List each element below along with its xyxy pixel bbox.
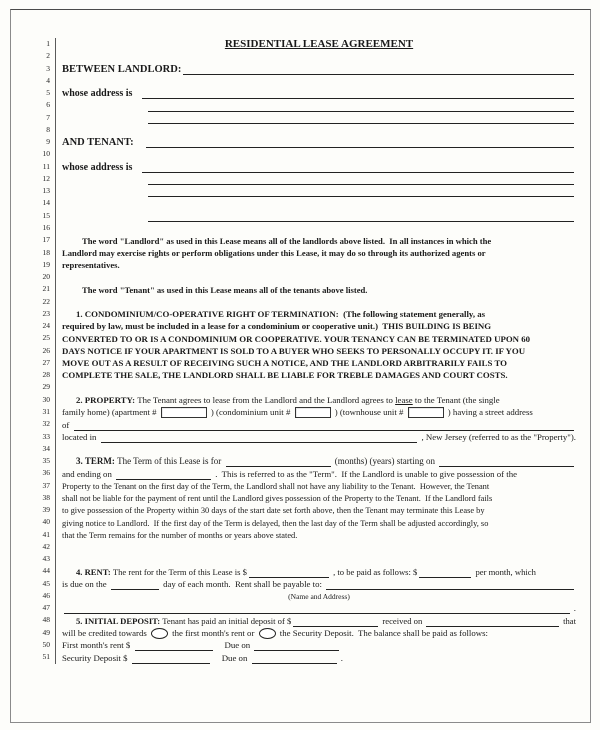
line-text: Landlord may exercise rights or perform obligations under this Lease, it may do so through its authorized agents or xyxy=(62,247,486,258)
line-text: is due on the xyxy=(62,578,109,589)
line-number: 31 xyxy=(28,406,56,418)
line-text: received on xyxy=(380,615,425,626)
line-number: 30 xyxy=(28,394,56,406)
line-content xyxy=(56,320,576,332)
line-content xyxy=(56,210,576,222)
line-text: family home) (apartment # xyxy=(62,407,159,418)
line-text: The rent for the Term of this Lease is $ xyxy=(112,566,247,577)
line-text: Due on xyxy=(224,640,253,651)
line-content xyxy=(56,529,576,541)
line-number: 4 xyxy=(28,75,56,87)
line-text: the Security Deposit. The balance shall be paid as follows: xyxy=(277,628,488,639)
line-text: . xyxy=(338,652,343,663)
line-number: 20 xyxy=(28,271,56,283)
line-number: 28 xyxy=(28,369,56,381)
monthly-rent-blank[interactable] xyxy=(419,568,471,578)
line-content xyxy=(56,283,576,295)
line-content xyxy=(56,516,576,528)
line-number: 39 xyxy=(28,504,56,516)
line-content xyxy=(56,443,576,455)
landlord-address-blank-3[interactable] xyxy=(148,114,574,124)
line-number: 12 xyxy=(28,173,56,185)
tenant-address-blank-3[interactable] xyxy=(148,187,574,197)
document-line xyxy=(28,197,576,209)
document-line xyxy=(28,50,576,62)
line-content xyxy=(56,639,576,651)
document-line xyxy=(28,296,576,308)
first-month-due-date-blank[interactable] xyxy=(254,641,339,651)
line-content xyxy=(56,75,576,87)
line-text: required by law, must be included in a lease for a condominium or cooperative unit.) THIS BUILDING IS BEING xyxy=(62,321,492,332)
document-line xyxy=(28,455,576,467)
document-line xyxy=(28,112,576,124)
line-text: to give possession of the Property within 30 days of the start date set forth above, then the Tenant may terminate this Lease by xyxy=(62,506,485,516)
document-line xyxy=(28,394,576,406)
line-number: 45 xyxy=(28,578,56,590)
line-content xyxy=(56,541,576,553)
line-number: 34 xyxy=(28,443,56,455)
radio-security-deposit[interactable] xyxy=(259,628,276,639)
line-text: Tenant has paid an initial deposit of $ xyxy=(162,615,292,626)
line-number: 3 xyxy=(28,63,56,75)
document-line xyxy=(28,222,576,234)
security-deposit-amount-blank[interactable] xyxy=(132,654,210,664)
line-text: Due on xyxy=(221,652,250,663)
document-line xyxy=(28,467,576,479)
deposit-received-date-blank[interactable] xyxy=(426,617,559,627)
landlord-name-blank[interactable] xyxy=(183,65,574,75)
line-number: 50 xyxy=(28,639,56,651)
line-content xyxy=(56,553,576,565)
document-line xyxy=(28,75,576,87)
line-text: shall not be liable for the payment of rent until the Landlord gives possession of the Property to the Tenant. If the Landlord fails xyxy=(62,494,493,504)
line-content xyxy=(56,345,576,357)
line-text: representatives. xyxy=(62,260,120,271)
document-line xyxy=(28,381,576,393)
line-text: 1. CONDOMINIUM/CO-OPERATIVE RIGHT OF TERMINATION: (The following statement generally, as xyxy=(76,309,486,320)
line-text: Property to the Tenant on the first day of the Term, the Landlord shall not have any liability to the Tenant. However, the Tenant xyxy=(62,481,490,491)
document-body xyxy=(28,38,576,664)
document-line xyxy=(28,431,576,443)
line-number: 7 xyxy=(28,112,56,124)
tenant-address-blank-1[interactable] xyxy=(142,163,574,173)
line-content xyxy=(56,357,576,369)
document-line xyxy=(28,639,576,651)
initial-deposit-blank[interactable] xyxy=(293,617,378,627)
line-text: . This is referred to as the "Term". If the Landlord is unable to give possession of the xyxy=(213,468,518,479)
line-text: (Name and Address) xyxy=(288,592,350,602)
line-text: lease xyxy=(395,394,413,405)
line-number: 8 xyxy=(28,124,56,136)
line-number: 11 xyxy=(28,161,56,173)
line-content xyxy=(56,185,576,197)
document-line xyxy=(28,516,576,528)
document-line xyxy=(28,529,576,541)
line-text: The word "Landlord" as used in this Lease means all of the landlords above listed. In all instances in which the xyxy=(82,235,492,246)
document-line xyxy=(28,590,576,602)
line-content xyxy=(56,602,576,614)
line-number: 9 xyxy=(28,136,56,148)
line-text: per month, which xyxy=(473,566,536,577)
line-content xyxy=(56,259,576,271)
line-content xyxy=(56,50,576,62)
line-number: 26 xyxy=(28,345,56,357)
line-content xyxy=(56,308,576,320)
line-text: BETWEEN LANDLORD: xyxy=(62,63,182,75)
document-line xyxy=(28,87,576,99)
line-number: 2 xyxy=(28,50,56,62)
line-text: (months) (years) starting on xyxy=(332,456,438,467)
document-line xyxy=(28,136,576,148)
term-length-blank[interactable] xyxy=(226,457,331,467)
first-month-rent-amount-blank[interactable] xyxy=(135,641,213,651)
line-content xyxy=(56,406,576,418)
document-line xyxy=(28,565,576,577)
line-text: 5. INITIAL DEPOSIT: xyxy=(76,615,163,626)
document-line xyxy=(28,271,576,283)
line-number: 29 xyxy=(28,381,56,393)
line-number: 43 xyxy=(28,553,56,565)
line-number: 6 xyxy=(28,99,56,111)
line-number: 49 xyxy=(28,627,56,639)
line-text: The Term of this Lease is for xyxy=(117,456,224,467)
line-number: 17 xyxy=(28,234,56,246)
line-number: 14 xyxy=(28,197,56,209)
line-text: ) having a street address xyxy=(445,407,533,418)
line-text: DAYS NOTICE IF YOUR APARTMENT IS SOLD TO A BUYER WHO SEEKS TO PERSONALLY OCCUPY IT. IF YOU xyxy=(62,345,526,356)
document-line xyxy=(28,161,576,173)
line-content xyxy=(56,99,576,111)
document-line xyxy=(28,651,576,663)
line-number: 27 xyxy=(28,357,56,369)
line-number: 15 xyxy=(28,210,56,222)
document-line xyxy=(28,406,576,418)
document-line xyxy=(28,173,576,185)
line-content xyxy=(56,63,576,75)
line-content xyxy=(56,627,576,639)
line-content xyxy=(56,197,576,209)
line-text: COMPLETE THE SALE, THE LANDLORD SHALL BE LIABLE FOR TREBLE DAMAGES AND COURT COSTS. xyxy=(62,370,508,381)
document-line xyxy=(28,345,576,357)
document-line xyxy=(28,627,576,639)
line-content xyxy=(56,467,576,479)
document-line xyxy=(28,602,576,614)
line-text: , New Jersey (referred to as the "Property"). xyxy=(419,431,576,442)
document-line xyxy=(28,369,576,381)
line-content xyxy=(56,394,576,406)
line-content xyxy=(56,369,576,381)
line-text: to the Tenant (the single xyxy=(412,394,500,405)
line-content xyxy=(56,492,576,504)
payable-address-blank[interactable] xyxy=(64,604,570,614)
line-content xyxy=(56,87,576,99)
total-rent-blank[interactable] xyxy=(249,568,329,578)
line-number: 1 xyxy=(28,38,56,50)
document-line xyxy=(28,259,576,271)
line-content xyxy=(56,565,576,577)
line-number: 24 xyxy=(28,320,56,332)
document-line xyxy=(28,308,576,320)
apartment-number-box[interactable] xyxy=(161,407,207,418)
line-text: MOVE OUT AS A RESULT OF RECEIVING SUCH A NOTICE, AND THE LANDLORD ARBITRARILY FAILS TO xyxy=(62,358,508,369)
line-number: 51 xyxy=(28,651,56,663)
document-line xyxy=(28,541,576,553)
line-text: RESIDENTIAL LEASE AGREEMENT xyxy=(224,38,414,51)
document-line xyxy=(28,247,576,259)
line-content xyxy=(56,381,576,393)
line-text: , to be paid as follows: $ xyxy=(330,566,418,577)
line-content xyxy=(56,148,576,160)
street-address-blank[interactable] xyxy=(74,421,574,431)
line-content xyxy=(56,112,576,124)
line-content xyxy=(56,234,576,246)
line-text: The Tenant agrees to lease from the Landlord and the Landlord agrees to xyxy=(137,394,396,405)
document-line xyxy=(28,99,576,111)
line-content xyxy=(56,504,576,516)
document-line xyxy=(28,185,576,197)
line-text: and ending on xyxy=(62,468,115,479)
start-date-blank[interactable] xyxy=(439,457,574,467)
document-line xyxy=(28,332,576,344)
security-deposit-due-date-blank[interactable] xyxy=(252,654,337,664)
line-text: 2. PROPERTY: xyxy=(76,394,138,405)
document-line xyxy=(28,148,576,160)
line-number: 13 xyxy=(28,185,56,197)
line-text: Security Deposit $ xyxy=(62,652,130,663)
due-day-blank[interactable] xyxy=(111,580,159,590)
landlord-address-blank-1[interactable] xyxy=(142,89,574,99)
payable-to-blank[interactable] xyxy=(326,580,574,590)
line-text: 3. TERM: xyxy=(76,456,118,467)
line-text: of xyxy=(62,419,72,430)
end-date-blank[interactable] xyxy=(116,470,211,480)
line-text: whose address is xyxy=(62,161,133,173)
line-text: the first month's rent or xyxy=(169,628,257,639)
line-content xyxy=(56,247,576,259)
line-number: 10 xyxy=(28,148,56,160)
line-number: 36 xyxy=(28,467,56,479)
line-text: will be credited towards xyxy=(62,628,149,639)
document-line xyxy=(28,614,576,626)
tenant-address-blank-4[interactable] xyxy=(148,212,574,222)
line-number: 32 xyxy=(28,418,56,430)
line-number: 21 xyxy=(28,283,56,295)
line-content xyxy=(56,173,576,185)
document-line xyxy=(28,210,576,222)
line-content xyxy=(56,271,576,283)
line-number: 40 xyxy=(28,516,56,528)
line-content xyxy=(56,222,576,234)
line-content xyxy=(56,296,576,308)
line-text: CONVERTED TO OR IS A CONDOMINIUM OR COOPERATIVE. YOUR TENANCY CAN BE TERMINATED UPON 60 xyxy=(62,333,531,344)
document-line xyxy=(28,480,576,492)
line-number: 47 xyxy=(28,602,56,614)
line-number: 25 xyxy=(28,332,56,344)
line-number: 48 xyxy=(28,614,56,626)
radio-first-month-rent[interactable] xyxy=(151,628,168,639)
landlord-address-blank-2[interactable] xyxy=(148,102,574,112)
document-line xyxy=(28,357,576,369)
line-content xyxy=(56,136,576,148)
line-text: First month's rent $ xyxy=(62,640,133,651)
line-content xyxy=(56,480,576,492)
line-text: AND TENANT: xyxy=(62,137,134,149)
line-content xyxy=(56,590,576,602)
line-text: that xyxy=(560,615,576,626)
line-content xyxy=(56,578,576,590)
line-number: 16 xyxy=(28,222,56,234)
document-line xyxy=(28,492,576,504)
townhouse-unit-box[interactable] xyxy=(408,407,444,418)
line-content xyxy=(56,418,576,430)
line-number: 22 xyxy=(28,296,56,308)
line-text: 4. RENT: xyxy=(76,566,113,577)
line-number: 19 xyxy=(28,259,56,271)
line-text: ) (townhouse unit # xyxy=(332,407,406,418)
document-line xyxy=(28,63,576,75)
line-content xyxy=(56,332,576,344)
line-text: whose address is xyxy=(62,88,133,100)
line-number: 18 xyxy=(28,247,56,259)
line-content xyxy=(56,651,576,663)
line-content xyxy=(56,431,576,443)
tenant-address-blank-2[interactable] xyxy=(148,175,574,185)
line-text: The word "Tenant" as used in this Lease means all of the tenants above listed. xyxy=(82,284,368,295)
line-number: 23 xyxy=(28,308,56,320)
line-number: 35 xyxy=(28,455,56,467)
line-number: 41 xyxy=(28,529,56,541)
tenant-name-blank[interactable] xyxy=(146,138,574,148)
line-number: 44 xyxy=(28,565,56,577)
line-content xyxy=(56,38,576,50)
document-line xyxy=(28,124,576,136)
document-line xyxy=(28,504,576,516)
document-line xyxy=(28,283,576,295)
line-text: that the Term remains for the number of months or years above stated. xyxy=(62,530,298,540)
line-number: 46 xyxy=(28,590,56,602)
document-line xyxy=(28,418,576,430)
line-text: . xyxy=(571,603,576,614)
document-line xyxy=(28,320,576,332)
line-content xyxy=(56,161,576,173)
line-content xyxy=(56,455,576,467)
line-text: ) (condominium unit # xyxy=(208,407,293,418)
document-line xyxy=(28,38,576,50)
line-number: 5 xyxy=(28,87,56,99)
document-line xyxy=(28,443,576,455)
line-text: giving notice to Landlord. If the first day of the Term is delayed, then the last day of the Term shall be adjusted accordingly, so xyxy=(62,518,489,528)
line-text: day of each month. Rent shall be payable to: xyxy=(160,578,325,589)
line-text: located in xyxy=(62,431,99,442)
document-line xyxy=(28,234,576,246)
line-content xyxy=(56,124,576,136)
condominium-unit-box[interactable] xyxy=(295,407,331,418)
line-number: 42 xyxy=(28,541,56,553)
line-number: 37 xyxy=(28,480,56,492)
document-line xyxy=(28,578,576,590)
municipality-blank[interactable] xyxy=(101,433,418,443)
line-content xyxy=(56,614,576,626)
document-line xyxy=(28,553,576,565)
line-number: 33 xyxy=(28,431,56,443)
line-number: 38 xyxy=(28,492,56,504)
